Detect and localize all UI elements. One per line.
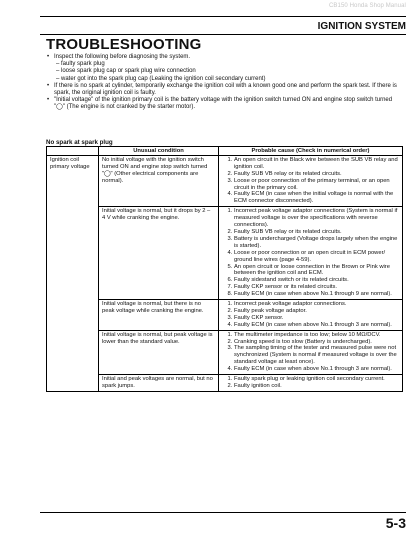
cause-item: 1. Incorrect peak voltage adaptor connections.	[234, 301, 399, 308]
inspect-text: Inspect the following before diagnosing the system.	[54, 54, 191, 60]
header-condition: Unusual condition	[99, 147, 219, 156]
cause-list	[222, 208, 399, 298]
intro-bullet-initial-voltage: • "Initial voltage" of the ignition primary coil is the battery voltage with the ignition switch turned ON and engine stop switch turned "◯" (The engine is not cranked by the starter motor).	[46, 97, 400, 111]
cause-item: 1. The multimeter impedance is too low; below 10 MΩ/DCV.	[234, 332, 399, 339]
cause-item: 3. Loose or poor connection of the primary terminal, or an open circuit in the primary coil.	[234, 178, 399, 192]
cause-item: 5. An open circuit or loose connection in the Brown or Pink wire between the ignition coil and ECM.	[234, 264, 399, 278]
section-title: IGNITION SYSTEM	[317, 21, 406, 32]
condition-cell: Initial voltage is normal, but there is no peak voltage while cranking the engine.	[99, 300, 219, 331]
title-rule	[40, 34, 406, 35]
cause-cell	[219, 155, 403, 206]
cause-item: 3. The sampling timing of the tester and measured pulse were not synchronized (System is normal if measured voltage is over the standard voltage at least once).	[234, 345, 399, 366]
cause-item: 1. An open circuit in the Black wire between the SUB VB relay and ignition coil.	[234, 157, 399, 171]
header-component	[47, 147, 99, 156]
table-row	[47, 300, 403, 331]
cause-item: 2. Faulty peak voltage adaptor.	[234, 308, 399, 315]
intro-bullet-swap: • If there is no spark at cylinder, temporarily exchange the ignition coil with a known good one and perform the spark test. If there is spark, the original ignition coil is faulty.	[46, 83, 400, 97]
inspect-item: – faulty spark plug	[56, 61, 105, 68]
cause-item: 4. Faulty ECM (in case when the initial voltage is normal with the ECM connector disconnected).	[234, 191, 399, 205]
cause-list	[222, 332, 399, 373]
cause-item: 8. Faulty ECM (in case when above No.1 through 9 are normal).	[234, 291, 399, 298]
table-row	[47, 207, 403, 300]
cause-item: 2. Faulty ignition coil.	[234, 383, 399, 390]
table-header-row	[47, 147, 403, 156]
footer-rule	[40, 512, 406, 513]
cause-item: 4. Faulty ECM (in case when above No.1 through 3 are normal).	[234, 322, 399, 329]
cause-item: 1. Incorrect peak voltage adaptor connections (System is normal if measured voltage is over the specifications with reverse connections).	[234, 208, 399, 229]
cause-item: 6. Faulty sidestand switch or its related circuits.	[234, 277, 399, 284]
condition-cell: Initial voltage is normal, but it drops by 2 – 4 V while cranking the engine.	[99, 207, 219, 300]
cause-item: 3. Faulty CKP sensor.	[234, 315, 399, 322]
troubleshooting-table	[46, 146, 403, 392]
condition-cell: Initial voltage is normal, but peak voltage is lower than the standard value.	[99, 330, 219, 374]
cause-list	[222, 301, 399, 329]
cause-item: 1. Faulty spark plug or leaking ignition coil secondary current.	[234, 376, 399, 383]
cause-cell	[219, 207, 403, 300]
table-title: No spark at spark plug	[46, 139, 113, 146]
cause-item: 2. Cranking speed is too slow (Battery is undercharged).	[234, 339, 399, 346]
intro-bullets	[46, 54, 400, 112]
inspect-item: – water got into the spark plug cap (Leaking the ignition coil secondary current)	[56, 75, 266, 82]
table-row	[47, 375, 403, 392]
cause-cell	[219, 330, 403, 374]
cause-list	[222, 376, 399, 390]
page-title: TROUBLESHOOTING	[46, 36, 202, 53]
cause-item: 2. Faulty SUB VB relay or its related circuits.	[234, 171, 399, 178]
header-cause: Probable cause (Check in numerical order)	[219, 147, 403, 156]
header-rule	[40, 16, 406, 17]
component-cell: Ignition coil primary voltage	[47, 155, 99, 391]
cause-item: 4. Faulty ECM (in case when above No.1 through 3 are normal).	[234, 366, 399, 373]
cause-cell	[219, 300, 403, 331]
cause-cell	[219, 375, 403, 392]
condition-cell: No initial voltage with the ignition switch turned ON and engine stop switch turned "◯" (Other electrical components are normal).	[99, 155, 219, 206]
cause-item: 3. Battery is undercharged (Voltage drops largely when the engine is started).	[234, 236, 399, 250]
inspect-list	[54, 61, 400, 83]
manual-watermark: CB150 Honda Shop Manual	[328, 3, 406, 9]
cause-item: 7. Faulty CKP sensor or its related circuits.	[234, 284, 399, 291]
cause-item: 2. Faulty SUB VB relay or its related circuits.	[234, 229, 399, 236]
condition-cell: Initial and peak voltages are normal, but no spark jumps.	[99, 375, 219, 392]
cause-list	[222, 157, 399, 205]
intro-bullet-inspect	[46, 54, 400, 83]
inspect-item: – loose spark plug cap or spark plug wire connection	[56, 68, 196, 75]
cause-item: 4. Loose or poor connection or an open circuit in ECM power/ ground line wires (page 4-59).	[234, 250, 399, 264]
page-number: 5-3	[385, 515, 406, 531]
table-row	[47, 155, 403, 206]
table-row	[47, 330, 403, 374]
